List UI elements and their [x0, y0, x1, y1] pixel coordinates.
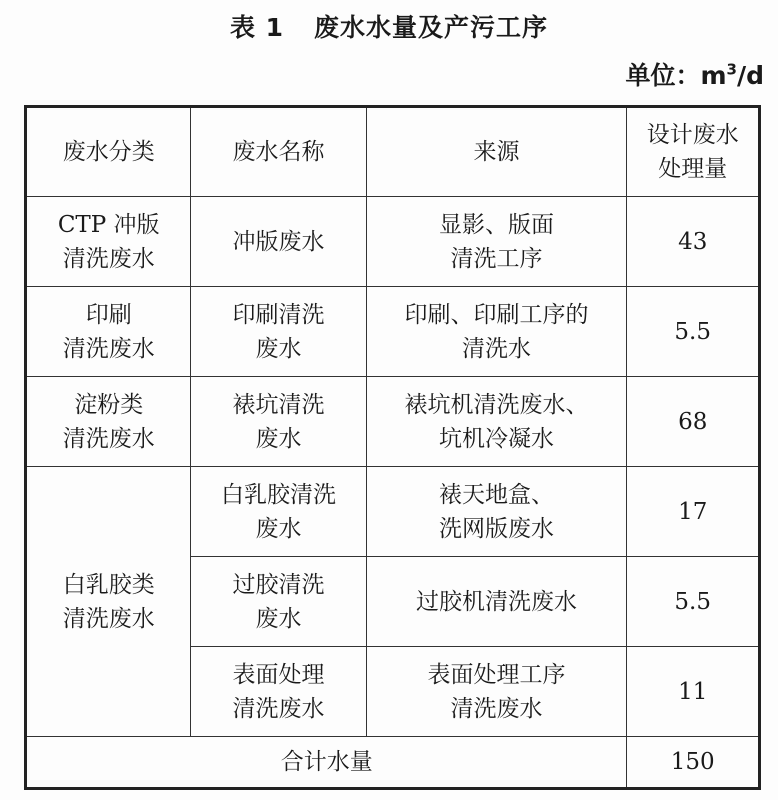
- category-cell: 淀粉类 清洗废水: [26, 377, 191, 467]
- total-row: [26, 737, 760, 789]
- volume-cell: 17: [627, 467, 760, 557]
- name-cell: 过胶清洗 废水: [191, 557, 366, 647]
- table-title: 废水水量及产污工序: [314, 13, 549, 42]
- table-number: 表 1: [229, 13, 285, 42]
- volume-cell: 5.5: [627, 287, 760, 377]
- name-cell: 表面处理 清洗废水: [191, 647, 366, 737]
- category-cell: 白乳胶类 清洗废水: [26, 467, 191, 737]
- source-cell: 过胶机清洗废水: [366, 557, 627, 647]
- name-cell: 裱坑清洗 废水: [191, 377, 366, 467]
- volume-cell: 5.5: [627, 557, 760, 647]
- source-cell: 印刷、印刷工序的 清洗水: [366, 287, 627, 377]
- table-row: [26, 197, 760, 287]
- volume-cell: 68: [627, 377, 760, 467]
- header-volume: 设计废水 处理量: [627, 107, 760, 197]
- total-value: 150: [627, 737, 760, 789]
- total-label: 合计水量: [26, 737, 627, 789]
- unit-suffix: /d: [736, 61, 764, 90]
- header-category: 废水分类: [26, 107, 191, 197]
- category-cell: CTP 冲版 清洗废水: [26, 197, 191, 287]
- source-cell: 显影、版面 清洗工序: [366, 197, 627, 287]
- volume-cell: 11: [627, 647, 760, 737]
- name-cell: 白乳胶清洗 废水: [191, 467, 366, 557]
- table-row: [26, 467, 760, 557]
- name-cell: 冲版废水: [191, 197, 366, 287]
- unit-prefix: 单位：m: [625, 61, 727, 90]
- volume-cell: 43: [627, 197, 760, 287]
- header-row: [26, 107, 760, 197]
- unit-label: [625, 56, 764, 92]
- unit-superscript: 3: [726, 60, 737, 79]
- source-cell: 表面处理工序 清洗废水: [366, 647, 627, 737]
- category-cell: 印刷 清洗废水: [26, 287, 191, 377]
- source-cell: 裱天地盒、 洗网版废水: [366, 467, 627, 557]
- table-caption: [0, 8, 778, 44]
- table-row: [26, 377, 760, 467]
- name-cell: 印刷清洗 废水: [191, 287, 366, 377]
- header-source: 来源: [366, 107, 627, 197]
- wastewater-table: [24, 105, 761, 790]
- table-row: [26, 287, 760, 377]
- header-name: 废水名称: [191, 107, 366, 197]
- source-cell: 裱坑机清洗废水、 坑机冷凝水: [366, 377, 627, 467]
